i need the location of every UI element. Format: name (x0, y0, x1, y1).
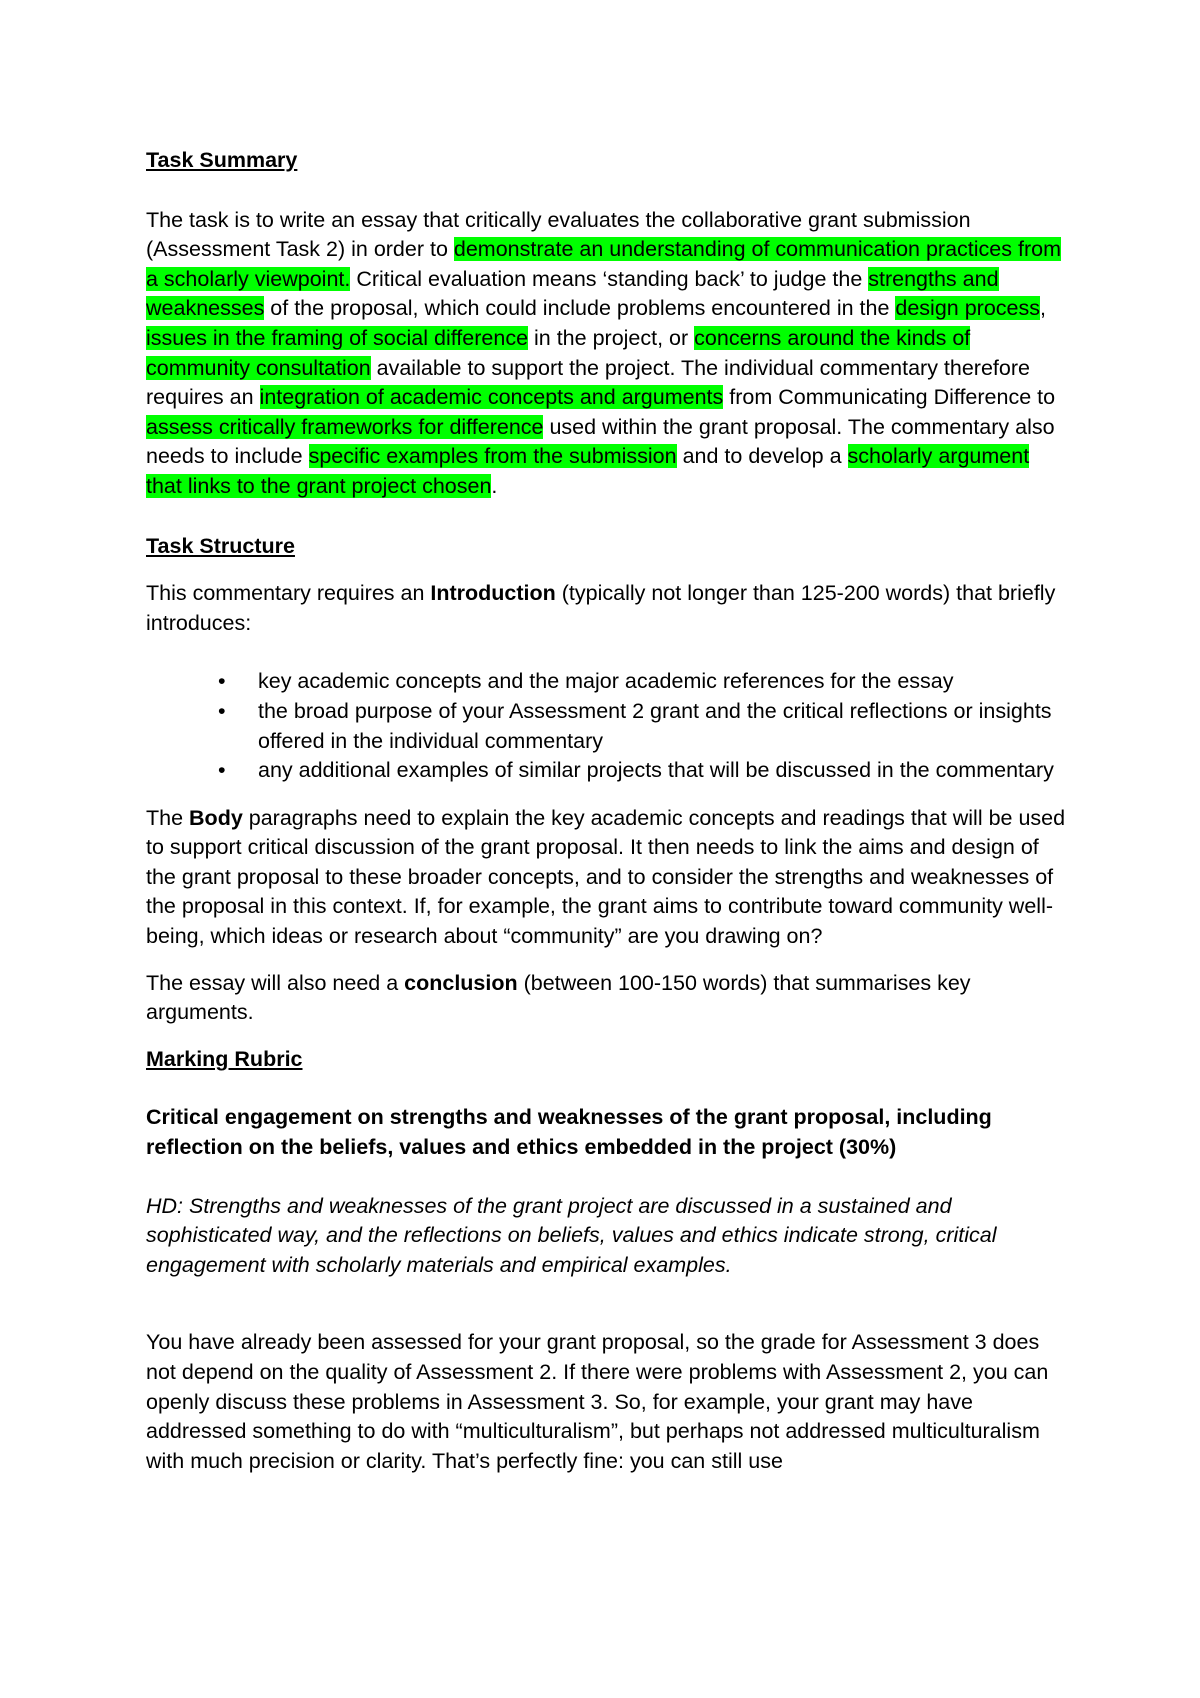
highlight-frameworks-difference: assess critically frameworks for difference (146, 414, 544, 439)
bullet-icon: • (218, 758, 226, 783)
intro-text: This commentary requires an (146, 581, 431, 606)
document-content (146, 146, 1066, 1476)
highlight-community-consultation: concerns around the kinds of community consultation (146, 325, 971, 380)
bullet-icon: • (218, 669, 226, 694)
list-item (146, 756, 1066, 786)
list-item (146, 667, 1066, 697)
highlight-communication-practices: demonstrate an understanding of communication practices from a scholarly viewpoint. (146, 237, 1061, 291)
summary-text: The task is to write an essay that critically evaluates the collaborative grant submission (Assessment Task 2) in order to (146, 207, 971, 262)
body-text: paragraphs need to explain the key academic concepts and readings that will be used to support critical discussion of the grant proposal. It then needs to link the aims and design of the grant proposal to these broader concepts, and to consider the strengths and weaknesses of the proposal in this context. If, for example, the grant aims to contribute toward community well-being, which ideas or research about “community” are you drawing on? (146, 805, 1066, 949)
summary-text: available to support the project. The individual commentary therefore requires an (146, 355, 1030, 410)
list-item (146, 697, 1066, 756)
summary-text: , (1040, 296, 1046, 321)
introduction-bullet-list (146, 667, 1066, 785)
list-item-text: key academic concepts and the major academic references for the essay (258, 669, 954, 694)
rubric-note-paragraph: You have already been assessed for your grant proposal, so the grade for Assessment 3 does not depend on the quality of Assessment 2. If there were problems with Assessment 2, you can openly discuss these problems in Assessment 3. So, for example, your grant may have addressed something to do with “multiculturalism”, but perhaps not addressed multiculturalism with much precision or clarity. That’s perfectly fine: you can still use (146, 1330, 1049, 1473)
conclusion-text: (between 100-150 words) that summarises key arguments. (146, 970, 971, 1025)
rubric-hd-descriptor: HD: Strengths and weaknesses of the grant project are discussed in a sustained and sophisticated way, and the reflections on beliefs, values and ethics indicate strong, critical engagement with scholarly materials and empirical examples. (146, 1193, 997, 1277)
rubric-criterion: Critical engagement on strengths and weaknesses of the grant proposal, including reflection on the beliefs, values and ethics embedded in the project (30%) (146, 1105, 992, 1160)
summary-text: Critical evaluation means ‘standing back’ to judge the (350, 266, 869, 291)
summary-text: and to develop a (676, 444, 848, 469)
highlight-social-difference: issues in the framing of social difference (146, 325, 529, 350)
summary-text: in the project, or (528, 325, 695, 350)
introduction-term: Introduction (430, 581, 556, 606)
highlight-academic-concepts: integration of academic concepts and arguments (259, 385, 724, 410)
summary-text: used within the grant proposal. The commentary also needs to include (146, 414, 1055, 469)
highlight-specific-examples: specific examples from the submission (308, 444, 677, 469)
body-paragraph (146, 804, 1066, 952)
task-summary-paragraph (146, 206, 1066, 502)
task-summary-heading: Task Summary (146, 148, 298, 172)
summary-text: . (491, 473, 498, 498)
bullet-icon: • (218, 698, 226, 723)
task-structure-heading: Task Structure (146, 533, 295, 558)
intro-text: (typically not longer than 125-200 words) that briefly introduces: (146, 581, 1056, 635)
highlight-design-process: design process (895, 296, 1041, 321)
summary-text: from Communicating Difference to (723, 385, 1056, 410)
list-item-text: the broad purpose of your Assessment 2 grant and the critical reflections or insights offered in the individual commentary (258, 698, 1052, 753)
conclusion-paragraph (146, 969, 1066, 1028)
highlight-strengths-weaknesses: strengths and weaknesses (146, 266, 999, 321)
conclusion-term: conclusion (404, 970, 518, 995)
marking-rubric-heading: Marking Rubric (146, 1046, 303, 1071)
body-term: Body (189, 805, 243, 830)
body-text: The (146, 805, 190, 830)
list-item-text: any additional examples of similar projects that will be discussed in the commentary (258, 758, 1054, 783)
conclusion-text: The essay will also need a (146, 970, 405, 995)
introduction-paragraph (146, 579, 1066, 638)
highlight-scholarly-argument: scholarly argument that links to the grant project chosen (146, 444, 1030, 498)
summary-text: of the proposal, which could include problems encountered in the (264, 296, 896, 321)
